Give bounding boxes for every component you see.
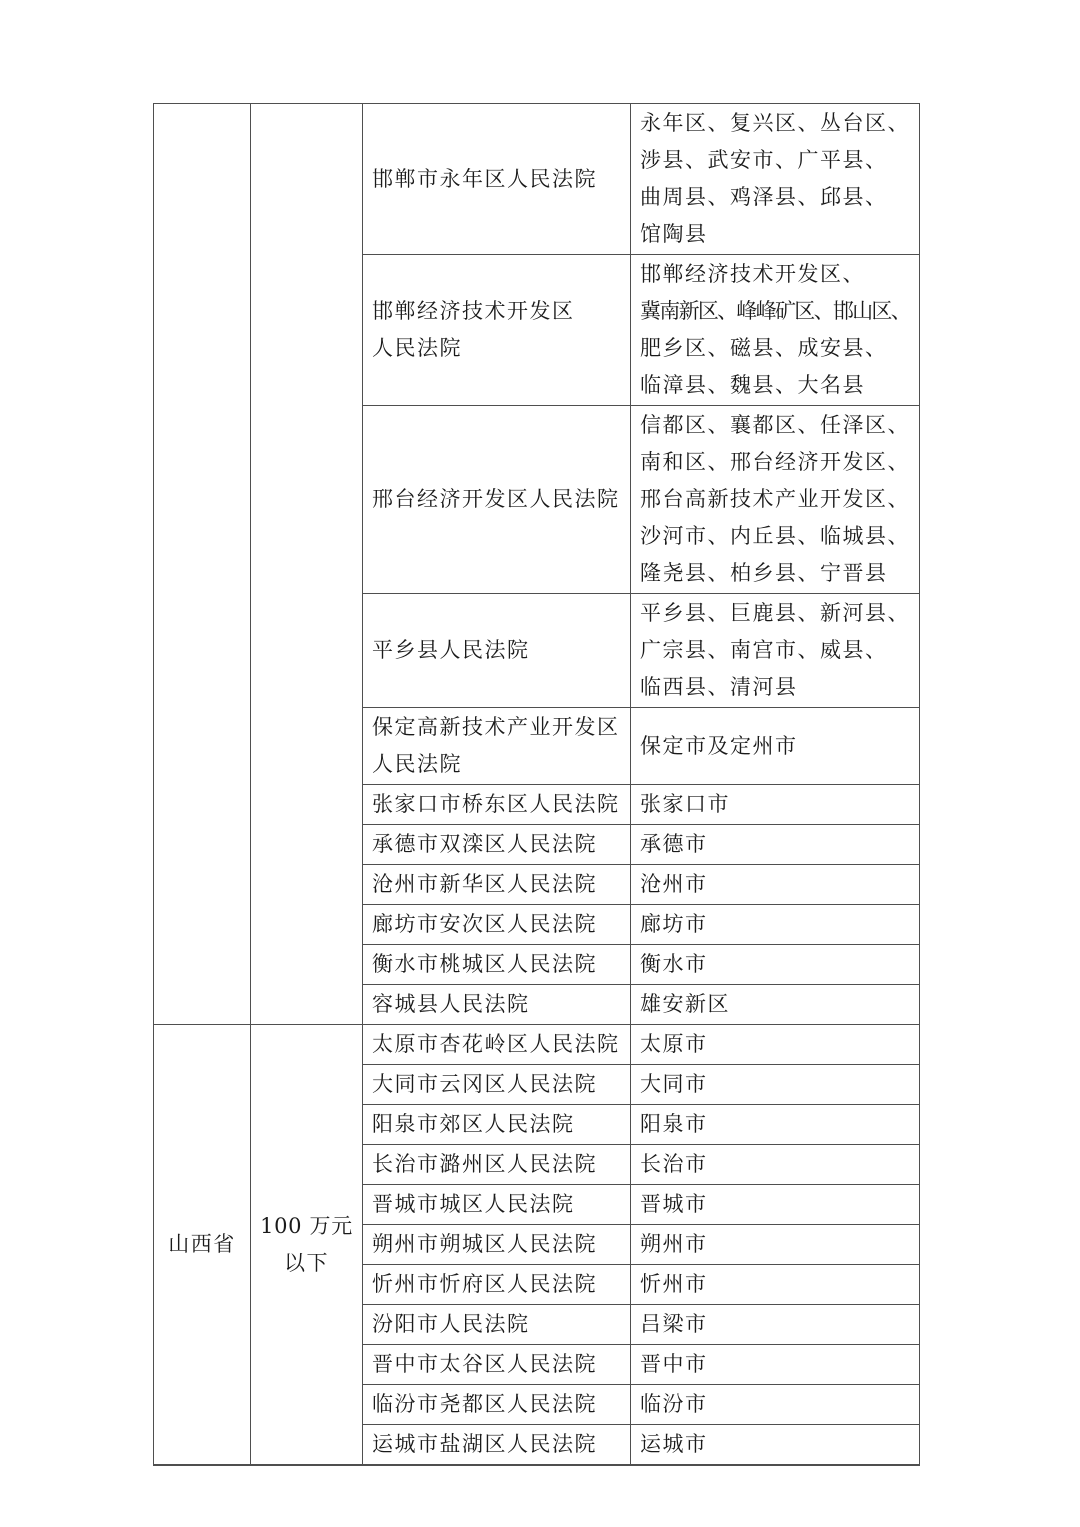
court-name-cell	[363, 594, 631, 708]
jurisdiction-cell	[631, 785, 920, 825]
text-line: 衡水市	[640, 952, 708, 976]
text-line: 阳泉市郊区人民法院	[372, 1112, 575, 1136]
court-name-cell	[363, 708, 631, 785]
table-row	[154, 104, 920, 255]
court-name-cell	[363, 785, 631, 825]
court-name-cell	[363, 104, 631, 255]
court-name-cell	[363, 945, 631, 985]
text-line: 邢台高新技术产业开发区、	[640, 487, 910, 511]
court-name-cell	[363, 825, 631, 865]
text-line: 朔州市朔城区人民法院	[372, 1232, 597, 1256]
jurisdiction-cell	[631, 1065, 920, 1105]
text-line: 沧州市新华区人民法院	[372, 872, 597, 896]
text-line: 曲周县、鸡泽县、邱县、	[640, 185, 888, 209]
jurisdiction-cell	[631, 1025, 920, 1065]
jurisdiction-cell	[631, 594, 920, 708]
text-line: 平乡县、巨鹿县、新河县、	[640, 601, 910, 625]
jurisdiction-cell	[631, 104, 920, 255]
text-line: 廊坊市	[640, 912, 708, 936]
text-line: 沙河市、内丘县、临城县、	[640, 524, 910, 548]
text-line: 雄安新区	[640, 992, 730, 1016]
jurisdiction-cell	[631, 406, 920, 594]
text-line: 肥乡区、磁县、成安县、	[640, 336, 888, 360]
text-line: 阳泉市	[640, 1112, 708, 1136]
text-line: 长治市	[640, 1152, 708, 1176]
text-line: 山西省	[168, 1232, 236, 1256]
text-line: 南和区、邢台经济开发区、	[640, 450, 910, 474]
text-line: 隆尧县、柏乡县、宁晋县	[640, 561, 888, 585]
court-name-cell	[363, 1105, 631, 1145]
text-line: 衡水市桃城区人民法院	[372, 952, 597, 976]
province-cell	[154, 1025, 251, 1466]
court-name-cell	[363, 1385, 631, 1425]
text-line: 邢台经济开发区人民法院	[372, 487, 620, 511]
text-line: 临汾市	[640, 1392, 708, 1416]
text-line: 馆陶县	[640, 222, 708, 246]
jurisdiction-cell	[631, 708, 920, 785]
table-row	[154, 1025, 920, 1065]
text-line: 沧州市	[640, 872, 708, 896]
text-line: 广宗县、南宫市、威县、	[640, 638, 888, 662]
jurisdiction-cell	[631, 1105, 920, 1145]
court-name-cell	[363, 1265, 631, 1305]
court-name-cell	[363, 1305, 631, 1345]
court-name-cell	[363, 1425, 631, 1466]
text-line: 承德市	[640, 832, 708, 856]
text-line: 太原市杏花岭区人民法院	[372, 1032, 620, 1056]
court-name-cell	[363, 865, 631, 905]
text-line: 汾阳市人民法院	[372, 1312, 530, 1336]
text-line: 保定市及定州市	[640, 733, 798, 758]
court-name-cell	[363, 1185, 631, 1225]
text-line: 临漳县、魏县、大名县	[640, 373, 865, 397]
court-name-cell	[363, 985, 631, 1025]
jurisdiction-cell	[631, 1385, 920, 1425]
text-line: 邯郸经济技术开发区、	[640, 262, 865, 286]
text-line: 涉县、武安市、广平县、	[640, 148, 888, 172]
court-name-cell	[363, 1025, 631, 1065]
court-name-cell	[363, 905, 631, 945]
court-name-cell	[363, 1065, 631, 1105]
jurisdiction-cell	[631, 825, 920, 865]
text-line: 临西县、清河县	[640, 675, 798, 699]
text-line: 邯郸市永年区人民法院	[372, 166, 597, 191]
text-line: 运城市盐湖区人民法院	[372, 1432, 597, 1456]
court-jurisdiction-table	[153, 103, 920, 1466]
text-line: 张家口市	[640, 792, 730, 816]
text-line: 保定高新技术产业开发区	[372, 715, 620, 739]
text-line: 100 万元	[260, 1213, 353, 1238]
text-line: 容城县人民法院	[372, 992, 530, 1016]
text-line: 晋中市太谷区人民法院	[372, 1352, 597, 1376]
text-line: 朔州市	[640, 1232, 708, 1256]
text-line: 临汾市尧都区人民法院	[372, 1392, 597, 1416]
text-line: 吕梁市	[640, 1312, 708, 1336]
amount-limit-cell	[251, 1025, 363, 1466]
jurisdiction-cell	[631, 1305, 920, 1345]
jurisdiction-cell	[631, 865, 920, 905]
text-line: 承德市双滦区人民法院	[372, 832, 597, 856]
text-line: 廊坊市安次区人民法院	[372, 912, 597, 936]
jurisdiction-cell	[631, 985, 920, 1025]
jurisdiction-cell	[631, 1225, 920, 1265]
province-cell	[154, 104, 251, 1025]
amount-limit-cell	[251, 104, 363, 1025]
text-line: 太原市	[640, 1032, 708, 1056]
jurisdiction-cell	[631, 1145, 920, 1185]
court-name-cell	[363, 1345, 631, 1385]
text-line: 大同市	[640, 1072, 708, 1096]
jurisdiction-cell	[631, 945, 920, 985]
text-line: 张家口市桥东区人民法院	[372, 792, 620, 816]
text-line: 晋中市	[640, 1352, 708, 1376]
table-body	[154, 104, 920, 1466]
text-line: 永年区、复兴区、丛台区、	[640, 111, 910, 135]
text-line: 人民法院	[372, 752, 462, 776]
text-line: 忻州市	[640, 1272, 708, 1296]
jurisdiction-cell	[631, 905, 920, 945]
jurisdiction-cell	[631, 255, 920, 406]
text-line: 大同市云冈区人民法院	[372, 1072, 597, 1096]
text-line: 平乡县人民法院	[372, 638, 530, 662]
jurisdiction-cell	[631, 1265, 920, 1305]
jurisdiction-cell	[631, 1185, 920, 1225]
text-line: 晋城市	[640, 1192, 708, 1216]
text-line: 晋城市城区人民法院	[372, 1192, 575, 1216]
text-line: 信都区、襄都区、任泽区、	[640, 413, 910, 437]
text-line: 运城市	[640, 1432, 708, 1456]
court-name-cell	[363, 255, 631, 406]
court-name-cell	[363, 1145, 631, 1185]
text-line: 以下	[284, 1250, 329, 1275]
jurisdiction-cell	[631, 1345, 920, 1385]
court-name-cell	[363, 1225, 631, 1265]
text-line: 邯郸经济技术开发区	[372, 299, 575, 323]
text-line: 忻州市忻府区人民法院	[372, 1272, 597, 1296]
text-line: 长治市潞州区人民法院	[372, 1152, 597, 1176]
court-name-cell	[363, 406, 631, 594]
jurisdiction-cell	[631, 1425, 920, 1466]
text-line: 冀南新区、峰峰矿区、邯山区、	[640, 299, 910, 323]
text-line: 人民法院	[372, 336, 462, 360]
